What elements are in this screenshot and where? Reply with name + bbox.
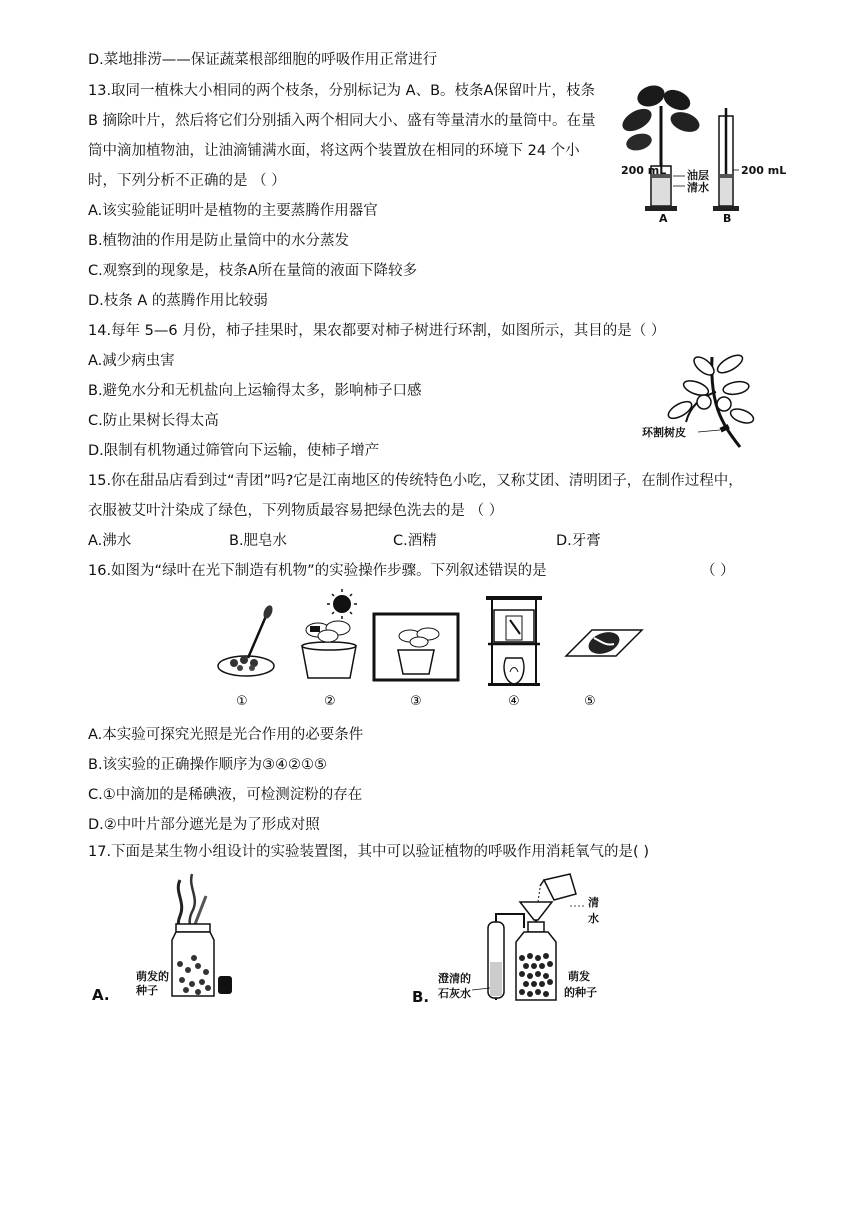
water-label-2: 水 (588, 912, 599, 925)
q14-stem: 14.每年 5—6 月份，柿子挂果时，果农都要对柿子树进行环割，如图所示，其目的是（ ） (88, 323, 666, 339)
q14-persimmon-branch-figure (640, 352, 760, 452)
q15-option-d: D.牙膏 (556, 533, 601, 549)
step-2-pot-sun (302, 589, 357, 678)
step-label-3: ③ (410, 694, 422, 709)
q15-option-c: C.酒精 (393, 533, 437, 549)
lime-water-label-1: 澄清的 (438, 972, 471, 985)
q15-option-a: A.沸水 (88, 533, 132, 549)
q13-stem-line-4: 时，下列分析不正确的是 （ ） (88, 173, 286, 189)
step-1-dish (218, 604, 274, 676)
q13-cylinder-figure (615, 78, 790, 223)
oil-layer-label: 油层 (687, 169, 709, 182)
q13-stem-line-3: 筒中滴加植物油，让油滴铺满水面，将这两个装置放在相同的环境下 24 个小 (88, 143, 580, 159)
step-label-2: ② (324, 694, 336, 709)
fig-b-letter: B. (412, 988, 430, 1006)
q17-figure-a (88, 872, 248, 1012)
q14-option-a: A.减少病虫害 (88, 353, 175, 369)
q16-option-b: B.该实验的正确操作顺序为③④②①⑤ (88, 757, 328, 773)
q13-option-a: A.该实验能证明叶是植物的主要蒸腾作用器官 (88, 203, 378, 219)
seed-label-2: 的种子 (564, 986, 597, 999)
water-label-1: 清 (588, 896, 599, 909)
label-b: B (723, 212, 732, 223)
q16-option-c: C.①中滴加的是稀碘液，可检测淀粉的存在 (88, 787, 363, 803)
q13-stem-line-2: B 摘除叶片，然后将它们分别插入两个相同大小、盛有等量清水的量筒中。在量 (88, 113, 596, 129)
fig-a-letter: A. (92, 986, 110, 1004)
q14-option-d: D.限制有机物通过筛管向下运输，使柿子增产 (88, 443, 380, 459)
cylinder-b-volume: 200 mL (741, 164, 787, 177)
q16-option-a: A.本实验可探究光照是光合作用的必要条件 (88, 727, 364, 743)
fig-a-label-2: 种子 (136, 984, 158, 997)
q16-answer-paren: （ ） (701, 563, 735, 579)
q16-steps-figure (214, 586, 654, 714)
q12-option-d: D.菜地排涝——保证蔬菜根部细胞的呼吸作用正常进行 (88, 52, 438, 68)
q17-figure-b (410, 872, 620, 1012)
q13-option-b: B.植物油的作用是防止量筒中的水分蒸发 (88, 233, 350, 249)
q14-option-b: B.避免水分和无机盐向上运输得太多，影响柿子口感 (88, 383, 422, 399)
q13-option-d: D.枝条 A 的蒸腾作用比较弱 (88, 293, 268, 309)
q15-stem-line-1: 15.你在甜品店看到过“青团”吗?它是江南地区的传统特色小吃，又称艾团、清明团子，在制作过程中， (88, 473, 743, 489)
q16-stem: 16.如图为“绿叶在光下制造有机物”的实验操作步骤。下列叙述错误的是 (88, 563, 547, 579)
q15-option-b: B.肥皂水 (229, 533, 288, 549)
step-3-dark-box (374, 614, 458, 680)
fig-a-label-1: 萌发的 (136, 970, 169, 983)
label-a: A (659, 212, 668, 223)
q17-stem: 17.下面是某生物小组设计的实验装置图，其中可以验证植物的呼吸作用消耗氧气的是( ) (88, 844, 649, 860)
q16-option-d: D.②中叶片部分遮光是为了形成对照 (88, 817, 320, 833)
q14-option-c: C.防止果树长得太高 (88, 413, 219, 429)
q13-option-c: C.观察到的现象是，枝条A所在量筒的液面下降较多 (88, 263, 418, 279)
step-4-water-bath (486, 596, 542, 686)
cylinder-a-volume: 200 mL (621, 164, 667, 177)
q15-stem-line-2: 衣服被艾叶汁染成了绿色，下列物质最容易把绿色洗去的是 （ ） (88, 503, 504, 519)
seed-label-1: 萌发 (568, 970, 590, 983)
q13-stem-line-1: 13.取同一植株大小相同的两个枝条，分别标记为 A、B。枝条A保留叶片，枝条 (88, 83, 595, 99)
step-5-leaf-plate (566, 628, 642, 658)
girdling-label: 环割树皮 (642, 426, 686, 439)
step-label-5: ⑤ (584, 694, 596, 709)
step-label-4: ④ (508, 694, 520, 709)
step-label-1: ① (236, 694, 248, 709)
water-label: 清水 (687, 181, 709, 194)
lime-water-label-2: 石灰水 (438, 987, 471, 1000)
